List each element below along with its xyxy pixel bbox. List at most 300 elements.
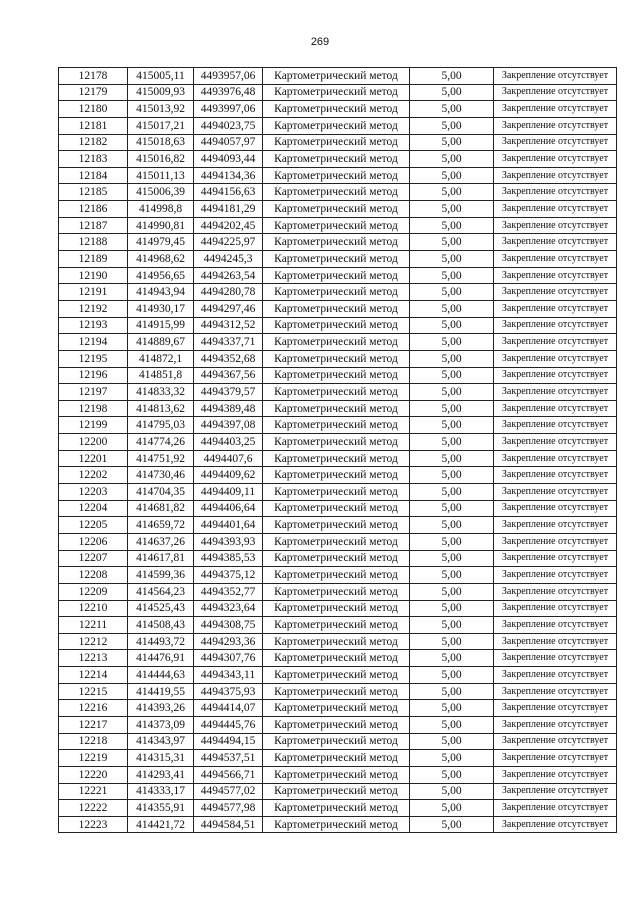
method-cell: Картометрический метод (263, 750, 410, 767)
accuracy-cell: 5,00 (410, 567, 494, 584)
point-number-cell: 12188 (59, 234, 128, 251)
method-cell: Картометрический метод (263, 766, 410, 783)
x-coordinate-cell: 414730,46 (128, 467, 194, 484)
point-number-cell: 12218 (59, 733, 128, 750)
table-row (59, 450, 617, 467)
y-coordinate-cell: 4494385,53 (194, 550, 263, 567)
method-cell: Картометрический метод (263, 700, 410, 717)
x-coordinate-cell: 414355,91 (128, 800, 194, 817)
table-row (59, 550, 617, 567)
fixing-cell: Закрепление отсутствует (494, 400, 617, 417)
fixing-cell: Закрепление отсутствует (494, 217, 617, 234)
accuracy-cell: 5,00 (410, 550, 494, 567)
y-coordinate-cell: 4494403,25 (194, 434, 263, 451)
accuracy-cell: 5,00 (410, 300, 494, 317)
y-coordinate-cell: 4494367,56 (194, 367, 263, 384)
y-coordinate-cell: 4494401,64 (194, 517, 263, 534)
table-row (59, 101, 617, 118)
x-coordinate-cell: 414833,32 (128, 384, 194, 401)
accuracy-cell: 5,00 (410, 766, 494, 783)
point-number-cell: 12193 (59, 317, 128, 334)
method-cell: Картометрический метод (263, 484, 410, 501)
accuracy-cell: 5,00 (410, 467, 494, 484)
method-cell: Картометрический метод (263, 300, 410, 317)
point-number-cell: 12197 (59, 384, 128, 401)
y-coordinate-cell: 4494312,52 (194, 317, 263, 334)
accuracy-cell: 5,00 (410, 384, 494, 401)
y-coordinate-cell: 4494293,36 (194, 633, 263, 650)
point-number-cell: 12204 (59, 500, 128, 517)
method-cell: Картометрический метод (263, 68, 410, 85)
y-coordinate-cell: 4494057,97 (194, 134, 263, 151)
x-coordinate-cell: 414872,1 (128, 350, 194, 367)
accuracy-cell: 5,00 (410, 101, 494, 118)
accuracy-cell: 5,00 (410, 317, 494, 334)
y-coordinate-cell: 4494134,36 (194, 167, 263, 184)
method-cell: Картометрический метод (263, 567, 410, 584)
method-cell: Картометрический метод (263, 683, 410, 700)
coordinates-table-body (59, 68, 617, 833)
point-number-cell: 12185 (59, 184, 128, 201)
y-coordinate-cell: 4494263,54 (194, 267, 263, 284)
fixing-cell: Закрепление отсутствует (494, 517, 617, 534)
point-number-cell: 12209 (59, 583, 128, 600)
table-row (59, 251, 617, 268)
fixing-cell: Закрепление отсутствует (494, 500, 617, 517)
y-coordinate-cell: 4493957,06 (194, 68, 263, 85)
point-number-cell: 12212 (59, 633, 128, 650)
table-row (59, 400, 617, 417)
accuracy-cell: 5,00 (410, 583, 494, 600)
point-number-cell: 12179 (59, 84, 128, 101)
fixing-cell: Закрепление отсутствует (494, 550, 617, 567)
x-coordinate-cell: 414315,31 (128, 750, 194, 767)
fixing-cell: Закрепление отсутствует (494, 284, 617, 301)
point-number-cell: 12217 (59, 716, 128, 733)
x-coordinate-cell: 414617,81 (128, 550, 194, 567)
point-number-cell: 12210 (59, 600, 128, 617)
coordinates-table (58, 67, 617, 833)
accuracy-cell: 5,00 (410, 633, 494, 650)
method-cell: Картометрический метод (263, 533, 410, 550)
accuracy-cell: 5,00 (410, 716, 494, 733)
fixing-cell: Закрепление отсутствует (494, 151, 617, 168)
x-coordinate-cell: 415009,93 (128, 84, 194, 101)
accuracy-cell: 5,00 (410, 184, 494, 201)
y-coordinate-cell: 4494393,93 (194, 533, 263, 550)
fixing-cell: Закрепление отсутствует (494, 384, 617, 401)
fixing-cell: Закрепление отсутствует (494, 434, 617, 451)
fixing-cell: Закрепление отсутствует (494, 68, 617, 85)
fixing-cell: Закрепление отсутствует (494, 367, 617, 384)
x-coordinate-cell: 414704,35 (128, 484, 194, 501)
table-row (59, 583, 617, 600)
fixing-cell: Закрепление отсутствует (494, 134, 617, 151)
table-row (59, 617, 617, 634)
accuracy-cell: 5,00 (410, 667, 494, 684)
y-coordinate-cell: 4494156,63 (194, 184, 263, 201)
accuracy-cell: 5,00 (410, 334, 494, 351)
table-row (59, 434, 617, 451)
table-row (59, 750, 617, 767)
y-coordinate-cell: 4494308,75 (194, 617, 263, 634)
table-row (59, 500, 617, 517)
method-cell: Картометрический метод (263, 716, 410, 733)
method-cell: Картометрический метод (263, 650, 410, 667)
y-coordinate-cell: 4494297,46 (194, 300, 263, 317)
method-cell: Картометрический метод (263, 151, 410, 168)
accuracy-cell: 5,00 (410, 650, 494, 667)
point-number-cell: 12192 (59, 300, 128, 317)
y-coordinate-cell: 4494225,97 (194, 234, 263, 251)
method-cell: Картометрический метод (263, 733, 410, 750)
accuracy-cell: 5,00 (410, 500, 494, 517)
accuracy-cell: 5,00 (410, 367, 494, 384)
table-row (59, 783, 617, 800)
x-coordinate-cell: 415017,21 (128, 117, 194, 134)
x-coordinate-cell: 414943,94 (128, 284, 194, 301)
table-row (59, 683, 617, 700)
method-cell: Картометрический метод (263, 167, 410, 184)
fixing-cell: Закрепление отсутствует (494, 417, 617, 434)
accuracy-cell: 5,00 (410, 683, 494, 700)
accuracy-cell: 5,00 (410, 350, 494, 367)
table-row (59, 134, 617, 151)
point-number-cell: 12211 (59, 617, 128, 634)
table-row (59, 201, 617, 218)
point-number-cell: 12215 (59, 683, 128, 700)
fixing-cell: Закрепление отсутствует (494, 633, 617, 650)
accuracy-cell: 5,00 (410, 68, 494, 85)
y-coordinate-cell: 4494406,64 (194, 500, 263, 517)
x-coordinate-cell: 414564,23 (128, 583, 194, 600)
method-cell: Картометрический метод (263, 134, 410, 151)
x-coordinate-cell: 414637,26 (128, 533, 194, 550)
table-row (59, 816, 617, 833)
x-coordinate-cell: 415016,82 (128, 151, 194, 168)
method-cell: Картометрический метод (263, 350, 410, 367)
point-number-cell: 12180 (59, 101, 128, 118)
accuracy-cell: 5,00 (410, 84, 494, 101)
table-row (59, 350, 617, 367)
method-cell: Картометрический метод (263, 600, 410, 617)
method-cell: Картометрический метод (263, 816, 410, 833)
y-coordinate-cell: 4494379,57 (194, 384, 263, 401)
x-coordinate-cell: 414599,36 (128, 567, 194, 584)
y-coordinate-cell: 4494494,15 (194, 733, 263, 750)
x-coordinate-cell: 414476,91 (128, 650, 194, 667)
fixing-cell: Закрепление отсутствует (494, 766, 617, 783)
accuracy-cell: 5,00 (410, 517, 494, 534)
accuracy-cell: 5,00 (410, 733, 494, 750)
fixing-cell: Закрепление отсутствует (494, 84, 617, 101)
fixing-cell: Закрепление отсутствует (494, 816, 617, 833)
fixing-cell: Закрепление отсутствует (494, 567, 617, 584)
x-coordinate-cell: 414795,03 (128, 417, 194, 434)
table-row (59, 667, 617, 684)
point-number-cell: 12178 (59, 68, 128, 85)
accuracy-cell: 5,00 (410, 267, 494, 284)
method-cell: Картометрический метод (263, 400, 410, 417)
method-cell: Картометрический метод (263, 184, 410, 201)
fixing-cell: Закрепление отсутствует (494, 450, 617, 467)
fixing-cell: Закрепление отсутствует (494, 733, 617, 750)
point-number-cell: 12206 (59, 533, 128, 550)
point-number-cell: 12190 (59, 267, 128, 284)
table-row (59, 567, 617, 584)
fixing-cell: Закрепление отсутствует (494, 533, 617, 550)
table-row (59, 284, 617, 301)
table-row (59, 484, 617, 501)
fixing-cell: Закрепление отсутствует (494, 700, 617, 717)
x-coordinate-cell: 415011,13 (128, 167, 194, 184)
method-cell: Картометрический метод (263, 783, 410, 800)
y-coordinate-cell: 4494202,45 (194, 217, 263, 234)
table-row (59, 300, 617, 317)
x-coordinate-cell: 414813,62 (128, 400, 194, 417)
table-row (59, 766, 617, 783)
y-coordinate-cell: 4494445,76 (194, 716, 263, 733)
table-row (59, 68, 617, 85)
fixing-cell: Закрепление отсутствует (494, 484, 617, 501)
table-row (59, 117, 617, 134)
fixing-cell: Закрепление отсутствует (494, 251, 617, 268)
method-cell: Картометрический метод (263, 101, 410, 118)
x-coordinate-cell: 414774,26 (128, 434, 194, 451)
page-number: 269 (310, 36, 330, 48)
method-cell: Картометрический метод (263, 633, 410, 650)
table-row (59, 467, 617, 484)
point-number-cell: 12207 (59, 550, 128, 567)
x-coordinate-cell: 415006,39 (128, 184, 194, 201)
method-cell: Картометрический метод (263, 583, 410, 600)
point-number-cell: 12221 (59, 783, 128, 800)
method-cell: Картометрический метод (263, 550, 410, 567)
y-coordinate-cell: 4494181,29 (194, 201, 263, 218)
x-coordinate-cell: 414373,09 (128, 716, 194, 733)
point-number-cell: 12223 (59, 816, 128, 833)
point-number-cell: 12200 (59, 434, 128, 451)
method-cell: Картометрический метод (263, 384, 410, 401)
point-number-cell: 12205 (59, 517, 128, 534)
x-coordinate-cell: 415018,63 (128, 134, 194, 151)
x-coordinate-cell: 414956,65 (128, 267, 194, 284)
table-row (59, 417, 617, 434)
method-cell: Картометрический метод (263, 284, 410, 301)
point-number-cell: 12189 (59, 251, 128, 268)
point-number-cell: 12220 (59, 766, 128, 783)
point-number-cell: 12201 (59, 450, 128, 467)
y-coordinate-cell: 4493976,48 (194, 84, 263, 101)
x-coordinate-cell: 414889,67 (128, 334, 194, 351)
table-row (59, 650, 617, 667)
point-number-cell: 12186 (59, 201, 128, 218)
point-number-cell: 12219 (59, 750, 128, 767)
point-number-cell: 12196 (59, 367, 128, 384)
x-coordinate-cell: 414525,43 (128, 600, 194, 617)
y-coordinate-cell: 4494389,48 (194, 400, 263, 417)
fixing-cell: Закрепление отсутствует (494, 267, 617, 284)
method-cell: Картометрический метод (263, 84, 410, 101)
table-row (59, 367, 617, 384)
point-number-cell: 12191 (59, 284, 128, 301)
fixing-cell: Закрепление отсутствует (494, 467, 617, 484)
method-cell: Картометрический метод (263, 617, 410, 634)
x-coordinate-cell: 414393,26 (128, 700, 194, 717)
table-row (59, 384, 617, 401)
accuracy-cell: 5,00 (410, 816, 494, 833)
accuracy-cell: 5,00 (410, 400, 494, 417)
x-coordinate-cell: 414990,81 (128, 217, 194, 234)
y-coordinate-cell: 4494577,02 (194, 783, 263, 800)
y-coordinate-cell: 4494409,11 (194, 484, 263, 501)
fixing-cell: Закрепление отсутствует (494, 667, 617, 684)
y-coordinate-cell: 4494343,11 (194, 667, 263, 684)
point-number-cell: 12199 (59, 417, 128, 434)
y-coordinate-cell: 4494407,6 (194, 450, 263, 467)
x-coordinate-cell: 414915,99 (128, 317, 194, 334)
fixing-cell: Закрепление отсутствует (494, 167, 617, 184)
table-row (59, 716, 617, 733)
y-coordinate-cell: 4494375,12 (194, 567, 263, 584)
point-number-cell: 12216 (59, 700, 128, 717)
y-coordinate-cell: 4494323,64 (194, 600, 263, 617)
x-coordinate-cell: 414508,43 (128, 617, 194, 634)
x-coordinate-cell: 414851,8 (128, 367, 194, 384)
y-coordinate-cell: 4494337,71 (194, 334, 263, 351)
method-cell: Картометрический метод (263, 234, 410, 251)
point-number-cell: 12184 (59, 167, 128, 184)
point-number-cell: 12182 (59, 134, 128, 151)
y-coordinate-cell: 4494023,75 (194, 117, 263, 134)
fixing-cell: Закрепление отсутствует (494, 650, 617, 667)
x-coordinate-cell: 414968,62 (128, 251, 194, 268)
y-coordinate-cell: 4494537,51 (194, 750, 263, 767)
method-cell: Картометрический метод (263, 500, 410, 517)
method-cell: Картометрический метод (263, 417, 410, 434)
fixing-cell: Закрепление отсутствует (494, 783, 617, 800)
method-cell: Картометрический метод (263, 267, 410, 284)
accuracy-cell: 5,00 (410, 117, 494, 134)
table-row (59, 800, 617, 817)
accuracy-cell: 5,00 (410, 251, 494, 268)
accuracy-cell: 5,00 (410, 217, 494, 234)
y-coordinate-cell: 4494584,51 (194, 816, 263, 833)
table-row (59, 217, 617, 234)
accuracy-cell: 5,00 (410, 284, 494, 301)
point-number-cell: 12208 (59, 567, 128, 584)
y-coordinate-cell: 4494352,77 (194, 583, 263, 600)
accuracy-cell: 5,00 (410, 533, 494, 550)
table-row (59, 334, 617, 351)
table-row (59, 151, 617, 168)
x-coordinate-cell: 414444,63 (128, 667, 194, 684)
table-row (59, 733, 617, 750)
x-coordinate-cell: 414419,55 (128, 683, 194, 700)
fixing-cell: Закрепление отсутствует (494, 800, 617, 817)
y-coordinate-cell: 4494245,3 (194, 251, 263, 268)
method-cell: Картометрический метод (263, 317, 410, 334)
point-number-cell: 12183 (59, 151, 128, 168)
point-number-cell: 12195 (59, 350, 128, 367)
fixing-cell: Закрепление отсутствует (494, 334, 617, 351)
point-number-cell: 12198 (59, 400, 128, 417)
x-coordinate-cell: 415005,11 (128, 68, 194, 85)
accuracy-cell: 5,00 (410, 800, 494, 817)
x-coordinate-cell: 414421,72 (128, 816, 194, 833)
table-row (59, 167, 617, 184)
fixing-cell: Закрепление отсутствует (494, 201, 617, 218)
y-coordinate-cell: 4494577,98 (194, 800, 263, 817)
point-number-cell: 12213 (59, 650, 128, 667)
method-cell: Картометрический метод (263, 251, 410, 268)
x-coordinate-cell: 414681,82 (128, 500, 194, 517)
method-cell: Картометрический метод (263, 367, 410, 384)
table-row (59, 517, 617, 534)
fixing-cell: Закрепление отсутствует (494, 716, 617, 733)
point-number-cell: 12222 (59, 800, 128, 817)
y-coordinate-cell: 4494352,68 (194, 350, 263, 367)
accuracy-cell: 5,00 (410, 201, 494, 218)
point-number-cell: 12214 (59, 667, 128, 684)
x-coordinate-cell: 415013,92 (128, 101, 194, 118)
table-row (59, 633, 617, 650)
point-number-cell: 12187 (59, 217, 128, 234)
table-row (59, 600, 617, 617)
x-coordinate-cell: 414998,8 (128, 201, 194, 218)
point-number-cell: 12203 (59, 484, 128, 501)
y-coordinate-cell: 4494409,62 (194, 467, 263, 484)
accuracy-cell: 5,00 (410, 484, 494, 501)
method-cell: Картометрический метод (263, 517, 410, 534)
y-coordinate-cell: 4493997,06 (194, 101, 263, 118)
accuracy-cell: 5,00 (410, 234, 494, 251)
accuracy-cell: 5,00 (410, 783, 494, 800)
method-cell: Картометрический метод (263, 450, 410, 467)
accuracy-cell: 5,00 (410, 134, 494, 151)
accuracy-cell: 5,00 (410, 450, 494, 467)
fixing-cell: Закрепление отсутствует (494, 184, 617, 201)
table-row (59, 317, 617, 334)
point-number-cell: 12181 (59, 117, 128, 134)
x-coordinate-cell: 414659,72 (128, 517, 194, 534)
y-coordinate-cell: 4494307,76 (194, 650, 263, 667)
method-cell: Картометрический метод (263, 334, 410, 351)
accuracy-cell: 5,00 (410, 417, 494, 434)
table-row (59, 267, 617, 284)
accuracy-cell: 5,00 (410, 434, 494, 451)
fixing-cell: Закрепление отсутствует (494, 234, 617, 251)
accuracy-cell: 5,00 (410, 750, 494, 767)
fixing-cell: Закрепление отсутствует (494, 317, 617, 334)
y-coordinate-cell: 4494375,93 (194, 683, 263, 700)
y-coordinate-cell: 4494093,44 (194, 151, 263, 168)
fixing-cell: Закрепление отсутствует (494, 750, 617, 767)
y-coordinate-cell: 4494397,08 (194, 417, 263, 434)
x-coordinate-cell: 414979,45 (128, 234, 194, 251)
x-coordinate-cell: 414293,41 (128, 766, 194, 783)
method-cell: Картометрический метод (263, 217, 410, 234)
y-coordinate-cell: 4494280,78 (194, 284, 263, 301)
table-row (59, 84, 617, 101)
x-coordinate-cell: 414343,97 (128, 733, 194, 750)
method-cell: Картометрический метод (263, 800, 410, 817)
x-coordinate-cell: 414493,72 (128, 633, 194, 650)
method-cell: Картометрический метод (263, 467, 410, 484)
table-row (59, 184, 617, 201)
x-coordinate-cell: 414930,17 (128, 300, 194, 317)
fixing-cell: Закрепление отсутствует (494, 617, 617, 634)
